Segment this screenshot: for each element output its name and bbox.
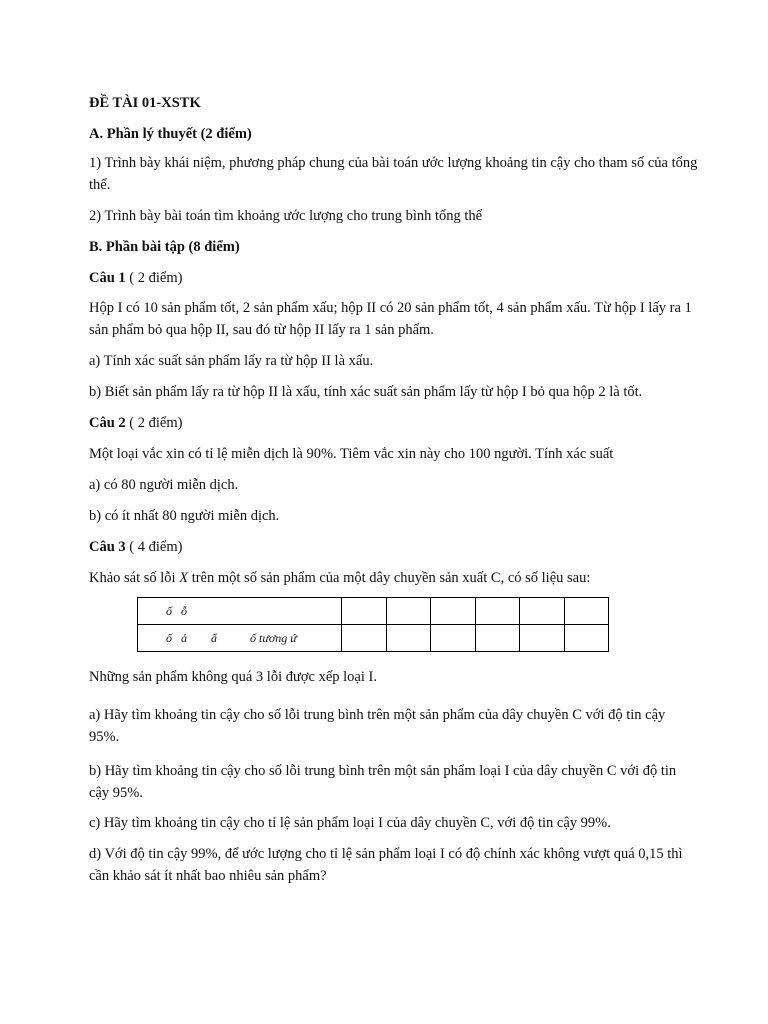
table-cell <box>475 625 519 652</box>
theory-question-1: 1) Trình bày khái niệm, phương pháp chung của bài toán ước lượng khoảng tin cậy cho tham số của tổng thể. <box>89 155 698 193</box>
cau3-problem-start: Khảo sát số lỗi <box>89 570 180 586</box>
cau3-note: Những sản phẩm không quá 3 lỗi được xếp loại I. <box>89 669 377 685</box>
cau3-points: ( 4 điểm) <box>125 539 183 555</box>
table-cell <box>475 598 519 625</box>
theory-question-2: 2) Trình bày bài toán tìm khoảng ước lượng cho trung bình tổng thể <box>89 208 483 224</box>
table-row <box>138 625 609 652</box>
cau3-problem <box>89 567 699 589</box>
table-cell <box>431 598 475 625</box>
table-cell <box>520 625 564 652</box>
cau2-points: ( 2 điểm) <box>125 415 183 431</box>
row-label-errors: ố ỗ <box>138 598 342 625</box>
cau3-part-b: b) Hãy tìm khoảng tin cậy cho số lỗi trung bình trên một sản phẩm loại I của dây chuyền C với độ tin cậy 95%. <box>89 763 677 801</box>
cau2-heading <box>89 412 699 434</box>
section-a-heading: A. Phần lý thuyết (2 điểm) <box>89 126 252 142</box>
cau1-part-b: b) Biết sản phẩm lấy ra từ hộp II là xấu, tính xác suất sản phẩm lấy từ hộp I bỏ qua hộp 2 là tốt. <box>89 384 643 400</box>
cau2-part-b: b) có ít nhất 80 người miễn dịch. <box>89 508 280 524</box>
error-count-table <box>137 597 609 652</box>
cau1-heading <box>89 267 699 289</box>
cau1-label: Câu 1 <box>89 270 126 286</box>
cau3-heading <box>89 536 699 558</box>
cau2-problem: Một loại vắc xin có tỉ lệ miễn dịch là 90%. Tiêm vắc xin này cho 100 người. Tính xác suất <box>89 446 614 462</box>
table-cell <box>342 598 386 625</box>
cau2-part-a: a) có 80 người miễn dịch. <box>89 477 239 493</box>
row-label-counts: ố ả ẩ ố tương ứ <box>138 625 342 652</box>
cau1-part-a: a) Tính xác suất sản phẩm lấy ra từ hộp II là xấu. <box>89 353 374 369</box>
cau3-part-c: c) Hãy tìm khoảng tin cậy cho tỉ lệ sản phẩm loại I của dây chuyền C, với độ tin cậy 99%. <box>89 815 611 831</box>
table-cell <box>520 598 564 625</box>
cau3-part-a: a) Hãy tìm khoảng tin cậy cho số lỗi trung bình trên một sản phẩm của dây chuyền C với độ tin cậy 95%. <box>89 707 666 745</box>
table-cell <box>564 598 608 625</box>
cau3-problem-end: trên một số sản phẩm của một dây chuyền sản xuất C, có số liệu sau: <box>188 570 591 586</box>
cau3-label: Câu 3 <box>89 539 126 555</box>
section-b-heading: B. Phần bài tập (8 điểm) <box>89 239 240 255</box>
document-title: ĐỀ TÀI 01-XSTK <box>89 95 201 111</box>
cau2-label: Câu 2 <box>89 415 126 431</box>
table-cell <box>386 625 430 652</box>
table-cell <box>342 625 386 652</box>
cau1-points: ( 2 điểm) <box>125 270 183 286</box>
table-row <box>138 598 609 625</box>
table-cell <box>564 625 608 652</box>
cau3-variable: X <box>179 570 189 586</box>
cau3-part-d: d) Với độ tin cậy 99%, để ước lượng cho tỉ lệ sản phẩm loại I có độ chính xác không vượt quá 0,15 thì cần khảo sát ít nhất bao nhiêu sản phẩm? <box>89 846 683 884</box>
table-cell <box>386 598 430 625</box>
table-cell <box>431 625 475 652</box>
cau1-problem: Hộp I có 10 sản phẩm tốt, 2 sản phẩm xấu; hộp II có 20 sản phẩm tốt, 4 sản phẩm xấu. Từ hộp I lấy ra 1 sản phẩm bỏ qua hộp II, sau đó từ hộp II lấy ra 1 sản phẩm. <box>89 300 692 338</box>
